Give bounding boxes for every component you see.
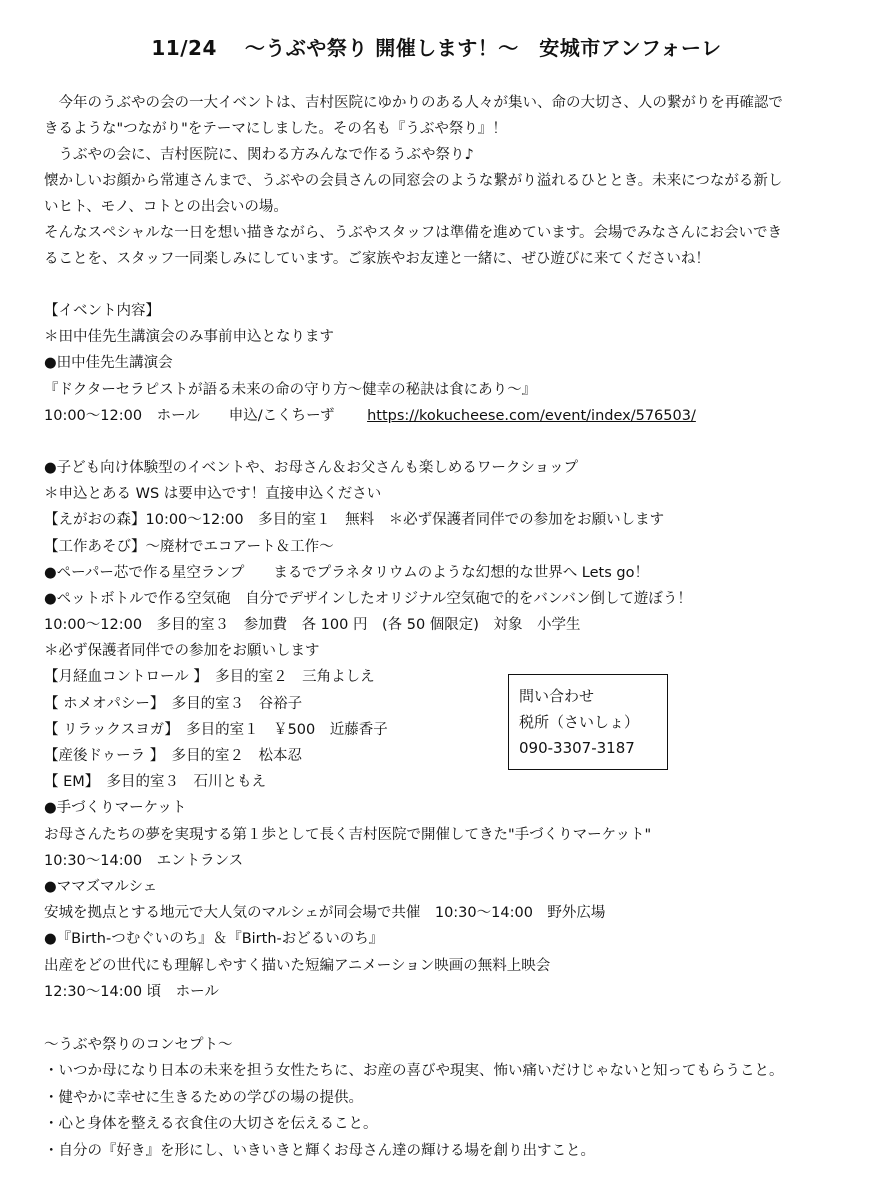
workshop-line: お母さんたちの夢を実現する第１歩として長く吉村医院で開催してきた"手づくりマーケット" (44, 826, 652, 843)
workshop-line: ＊必ず保護者同伴での参加をお願いします (44, 643, 320, 660)
lecture-time: 10:00～12:00 ホール 申込/こくちーず (44, 407, 335, 424)
workshop-line: 【月経血コントロール 】 多目的室２ 三角よしえ (44, 669, 375, 686)
intro-line: そんなスペシャルな一日を想い描きながら、うぶやスタッフは準備を進めています。会場でみなさんにお会いでき (44, 225, 783, 241)
concept-item: ・いつか母になり日本の未来を担う女性たちに、お産の喜びや現実、怖い痛いだけじゃないと知ってもらうこと。 (44, 1063, 784, 1080)
concept-item: ・心と身体を整える衣食住の大切さを伝えること。 (44, 1116, 378, 1133)
intro-line: うぶやの会に、吉村医院に、関わる方みんなで作るうぶや祭り♪ (44, 147, 474, 163)
workshop-line: 出産をどの世代にも理解しやすく描いた短編アニメーション映画の無料上映会 (44, 957, 551, 974)
intro-line: 懐かしいお顔から常連さんまで、うぶやの会員さんの同窓会のような繋がり溢れるひととき。未来につながる新し (44, 173, 783, 189)
concept-item: ・自分の『好き』を形にし、いきいきと輝くお母さん達の輝ける場を創り出すこと。 (44, 1142, 595, 1159)
concept-item: ・健やかに幸せに生きるための学びの場の提供。 (44, 1089, 363, 1106)
workshop-line: ●ママズマルシェ (44, 878, 158, 895)
workshop-line: 【 EM】 多目的室３ 石川ともえ (44, 774, 267, 791)
workshop-line: 【えがおの森】10:00～12:00 多目的室１ 無料 ＊必ず保護者同伴での参加をお願いします (44, 512, 665, 529)
workshop-line: 12:30～14:00 頃 ホール (44, 983, 219, 1000)
workshop-line: ＊申込とある WS は要申込です！直接申込ください (44, 486, 382, 503)
intro-line: きるような"つながり"をテーマにしました。その名も『うぶや祭り』！ (44, 121, 507, 137)
lecture-url-link[interactable]: https://kokucheese.com/event/index/576503/ (367, 407, 696, 424)
workshop-line: 【工作あそび】～廃材でエコアート＆工作～ (44, 538, 334, 555)
intro-line: いヒト、モノ、コトとの出会いの場。 (44, 199, 288, 215)
concept-section (44, 1032, 854, 1164)
workshop-line: ●『Birth-つむぐいのち』＆『Birth-おどるいのち』 (44, 931, 384, 948)
lecture-subtitle: 『ドクターセラピストが語る未来の命の守り方～健幸の秘訣は食にあり～』 (44, 381, 537, 398)
contact-phone: 090-3307-3187 (519, 739, 635, 757)
workshop-line: ●ペーパー芯で作る星空ランプ まるでプラネタリウムのような幻想的な世界へ Lets go！ (44, 564, 649, 581)
workshop-line: 10:30～14:00 エントランス (44, 852, 244, 869)
workshop-line: ●手づくりマーケット (44, 800, 187, 817)
workshop-line: 【 リラックスヨガ】 多目的室１ ￥500 近藤香子 (44, 721, 388, 738)
contact-name: 税所（さいしょ） (519, 713, 640, 731)
intro-line: ることを、スタッフ一同楽しみにしています。ご家族やお友達と一緒に、ぜひ遊びに来てくださいね！ (44, 251, 710, 267)
workshop-line: 10:00～12:00 多目的室３ 参加費 各 100 円 (各 50 個限定) 対象 小学生 (44, 617, 581, 634)
spacer (44, 429, 844, 455)
workshop-line: 【 ホメオパシー】 多目的室３ 谷裕子 (44, 695, 303, 712)
contact-label: 問い合わせ (519, 687, 595, 705)
event-heading: 【イベント内容】 (44, 303, 160, 319)
workshop-line: 【産後ドゥーラ 】 多目的室２ 松本忍 (44, 748, 302, 764)
lecture-title: ●田中佳先生講演会 (44, 355, 173, 372)
lecture-time-row (44, 403, 844, 429)
intro-line: 今年のうぶやの会の一大イベントは、吉村医院にゆかりのある人々が集い、命の大切さ、人の繋がりを再確認で (44, 95, 783, 111)
concept-heading: ～うぶや祭りのコンセプト～ (44, 1037, 233, 1053)
workshop-line: 安城を拠点とする地元で大人気のマルシェが同会場で共催 10:30～14:00 野外広場 (44, 905, 606, 922)
lecture-note: ＊田中佳先生講演会のみ事前申込となります (44, 329, 334, 346)
intro-paragraph (44, 90, 844, 272)
contact-box (508, 674, 668, 770)
workshop-line: ●子ども向け体験型のイベントや、お母さん＆お父さんも楽しめるワークショップ (44, 459, 579, 476)
event-section (44, 298, 844, 1005)
page-title: 11/24 ～うぶや祭り 開催します！～ 安城市アンフォーレ (151, 36, 722, 60)
workshop-line: ●ペットボトルで作る空気砲 自分でデザインしたオリジナル空気砲で的をバンバン倒して遊ぼう！ (44, 590, 692, 607)
